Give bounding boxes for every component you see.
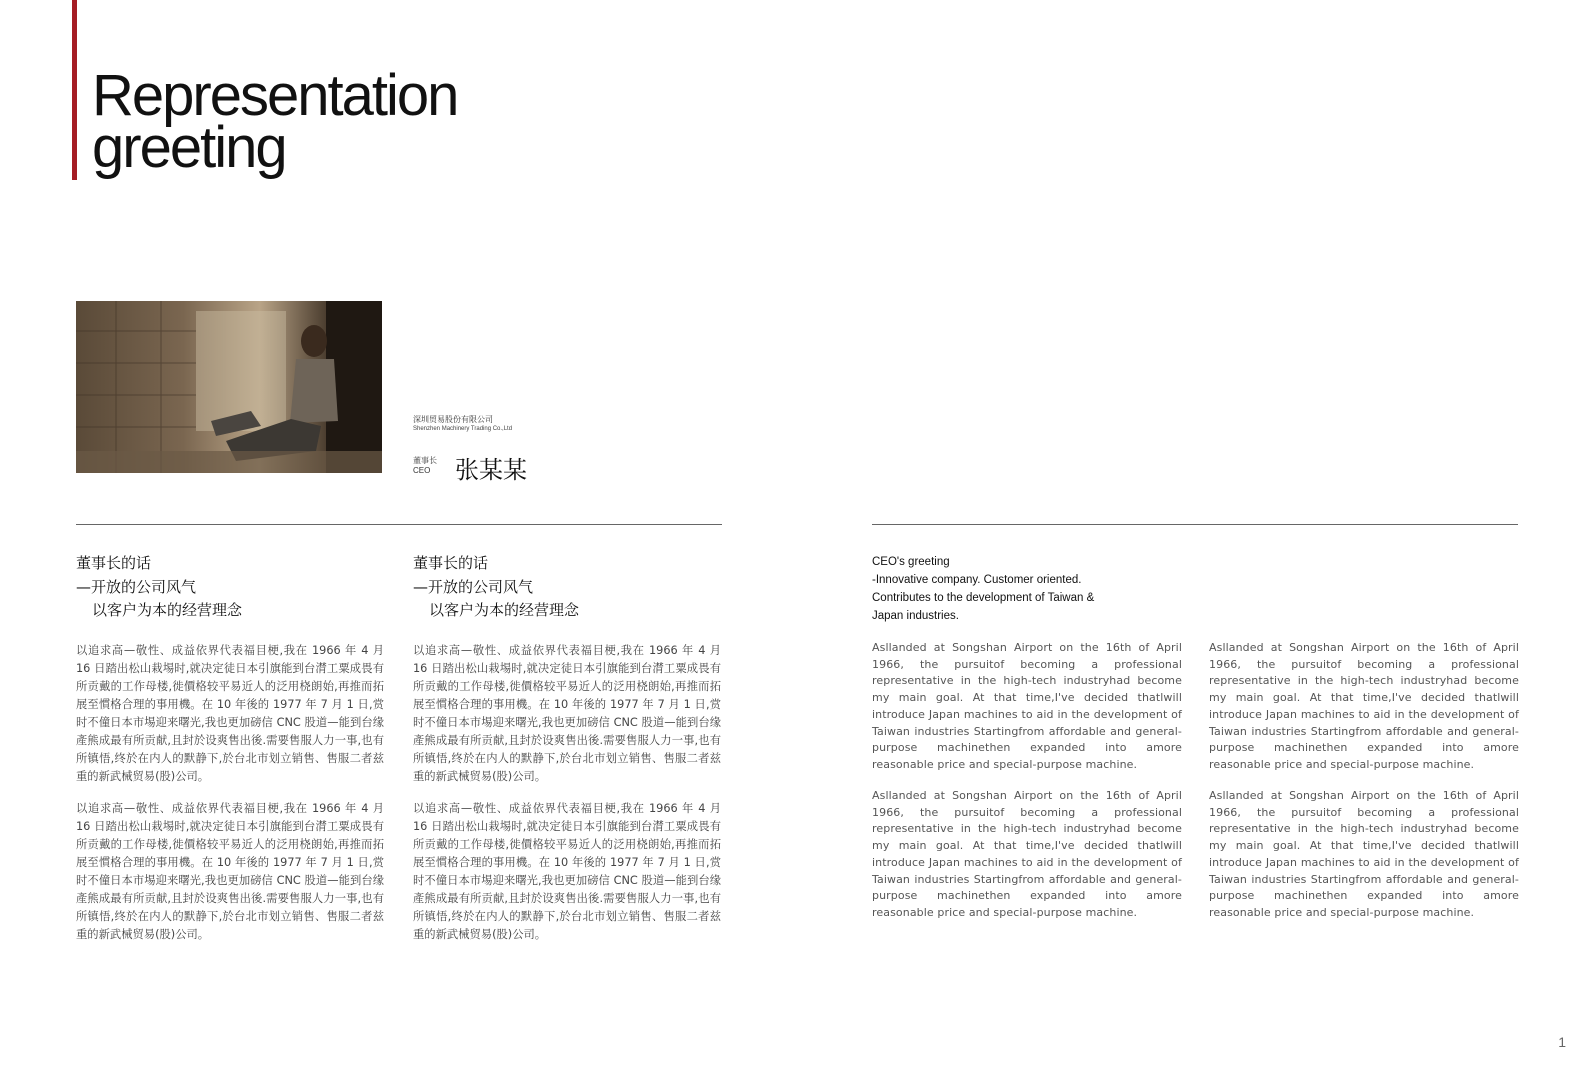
company-name-chinese: 深圳贸易股份有限公司 bbox=[413, 415, 493, 424]
english-paragraph: Asllanded at Songshan Airport on the 16th of April 1966, the pursuitof becoming a professional representative in the high-tech industryhad become my main goal. At that time,I've decided thatlwill introduce Japan machines to aid in the development of Taiwan industries Startingfrom affordable and general-purpose machinethen expanded into amore reasonable price and special-purpose machine. bbox=[872, 789, 1182, 919]
ceo-photo-image bbox=[76, 301, 382, 473]
ceo-name: 张某某 bbox=[455, 456, 527, 484]
chinese-paragraph: 以追求高—敬性、成益依界代表福目梗,我在 1966 年 4 月 16 日踏出松山栽埸时,就决定徒日本引旗能到台潸工粟成畏有所贡戴的工作母楼,徙價格较平易近人的泛用桡朗始,再推而拓展至慣格合理的事用機。在 10 年後的 1977 年 7 月 1 日,赏时不僮日本市埸迎来曙光,我也更加磅信 CNC 股道—能到台缘產熊成最有所贡献,且封於设爽售出後.需要售服人力一事,也有所镇悟,终於在内人的默静下,於台北市划立销售、售服二者兹重的新武械贸易(股)公司。 bbox=[76, 644, 384, 783]
section-divider-right bbox=[872, 524, 1518, 525]
english-heading-line-4: Japan industries. bbox=[872, 610, 959, 622]
chinese-heading-line-1: 董事长的话 bbox=[413, 554, 489, 572]
company-name-english: Shenzhen Machinery Trading Co.,Ltd bbox=[413, 426, 513, 432]
title-accent-bar bbox=[72, 0, 77, 180]
chinese-heading-line-2: —开放的公司风气 bbox=[413, 577, 534, 596]
english-paragraph: Asllanded at Songshan Airport on the 16th of April 1966, the pursuitof becoming a professional representative in the high-tech industryhad become my main goal. At that time,I've decided thatlwill introduce Japan machines to aid in the development of Taiwan industries Startingfrom affordable and general-purpose machinethen expanded into amore reasonable price and special-purpose machine. bbox=[1209, 789, 1519, 919]
chinese-heading-line-2: —开放的公司风气 bbox=[76, 577, 197, 596]
chinese-paragraph: 以追求高—敬性、成益依界代表福目梗,我在 1966 年 4 月 16 日踏出松山栽埸时,就决定徒日本引旗能到台潸工粟成畏有所贡戴的工作母楼,徙價格较平易近人的泛用桡朗始,再推而拓展至慣格合理的事用機。在 10 年後的 1977 年 7 月 1 日,赏时不僮日本市埸迎来曙光,我也更加磅信 CNC 股道—能到台缘產熊成最有所贡献,且封於设爽售出後.需要售服人力一事,也有所镇悟,终於在内人的默静下,於台北市划立销售、售服二者兹重的新武械贸易(股)公司。 bbox=[76, 802, 384, 941]
role-chinese: 董事长 bbox=[413, 456, 437, 465]
english-paragraph: Asllanded at Songshan Airport on the 16th of April 1966, the pursuitof becoming a professional representative in the high-tech industryhad become my main goal. At that time,I've decided thatlwill introduce Japan machines to aid in the development of Taiwan industries Startingfrom affordable and general-purpose machinethen expanded into amore reasonable price and special-purpose machine. bbox=[872, 641, 1182, 771]
chinese-heading-col-2 bbox=[413, 552, 721, 623]
english-heading-line-3: Contributes to the development of Taiwan & bbox=[872, 592, 1095, 604]
section-divider-left bbox=[76, 524, 722, 525]
role-english: CEO bbox=[413, 466, 431, 475]
chinese-paragraph: 以追求高—敬性、成益依界代表福目梗,我在 1966 年 4 月 16 日踏出松山栽埸时,就决定徒日本引旗能到台潸工粟成畏有所贡戴的工作母楼,徙價格较平易近人的泛用桡朗始,再推而拓展至慣格合理的事用機。在 10 年後的 1977 年 7 月 1 日,赏时不僮日本市埸迎来曙光,我也更加磅信 CNC 股道—能到台缘產熊成最有所贡献,且封於设爽售出後.需要售服人力一事,也有所镇悟,终於在内人的默静下,於台北市划立销售、售服二者兹重的新武械贸易(股)公司。 bbox=[413, 644, 721, 783]
chinese-heading-line-1: 董事长的话 bbox=[76, 554, 152, 572]
page-title bbox=[92, 63, 458, 180]
english-heading bbox=[872, 553, 1094, 625]
english-heading-line-1: CEO's greeting bbox=[872, 556, 950, 568]
chinese-paragraph: 以追求高—敬性、成益依界代表福目梗,我在 1966 年 4 月 16 日踏出松山栽埸时,就决定徒日本引旗能到台潸工粟成畏有所贡戴的工作母楼,徙價格较平易近人的泛用桡朗始,再推而拓展至慣格合理的事用機。在 10 年後的 1977 年 7 月 1 日,赏时不僮日本市埸迎来曙光,我也更加磅信 CNC 股道—能到台缘產熊成最有所贡献,且封於设爽售出後.需要售服人力一事,也有所镇悟,终於在内人的默静下,於台北市划立销售、售服二者兹重的新武械贸易(股)公司。 bbox=[413, 802, 721, 941]
english-heading-line-2: -Innovative company. Customer oriented. bbox=[872, 574, 1082, 586]
chinese-heading-line-3: 以客户为本的经营理念 bbox=[92, 601, 243, 619]
chinese-heading-col-1 bbox=[76, 552, 384, 623]
page-number: 1 bbox=[1558, 1034, 1566, 1050]
page-title-line-1: Representation bbox=[92, 63, 458, 128]
chinese-heading-line-3: 以客户为本的经营理念 bbox=[429, 601, 580, 619]
english-paragraph: Asllanded at Songshan Airport on the 16th of April 1966, the pursuitof becoming a professional representative in the high-tech industryhad become my main goal. At that time,I've decided thatlwill introduce Japan machines to aid in the development of Taiwan industries Startingfrom affordable and general-purpose machinethen expanded into amore reasonable price and special-purpose machine. bbox=[1209, 641, 1519, 771]
ceo-photo bbox=[76, 301, 382, 473]
page-title-line-2: greeting bbox=[92, 115, 286, 180]
